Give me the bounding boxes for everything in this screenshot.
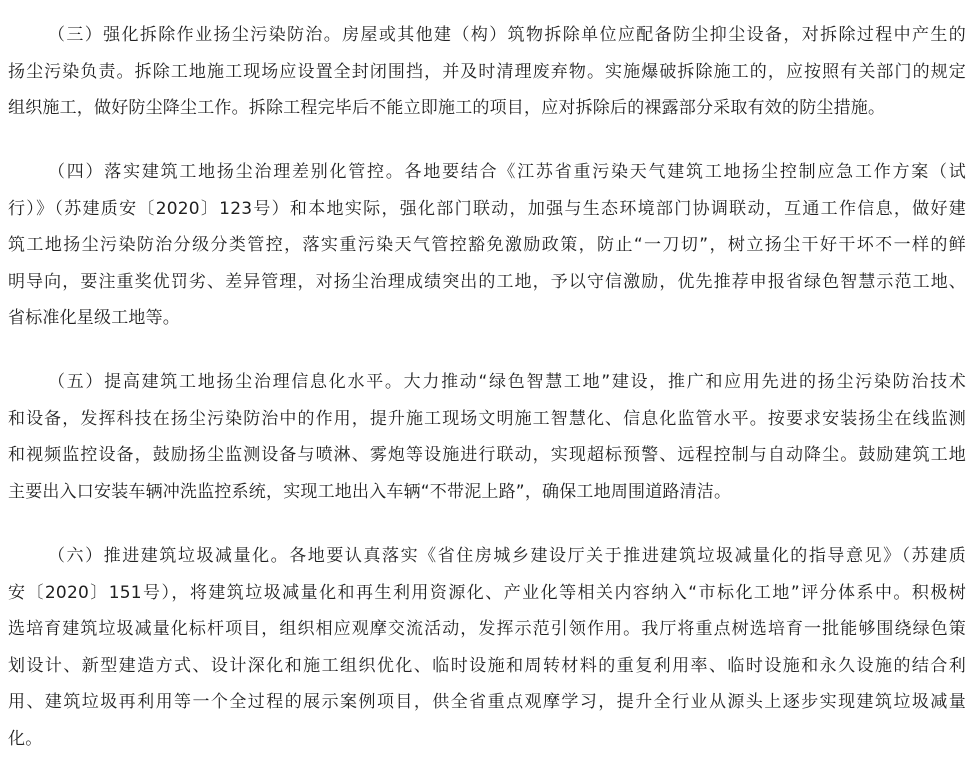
paragraph-line: 扬尘污染负责。拆除工地施工现场应设置全封闭围挡，并及时清理废弃物。实施爆破拆除施工的，应按照有关部门的规定 [8, 61, 966, 82]
paragraph-line: 和设备，发挥科技在扬尘污染防治中的作用，提升施工现场文明施工智慧化、信息化监管水平。按要求安装扬尘在线监测 [8, 408, 966, 429]
paragraph-line: 明导向，要注重奖优罚劣、差异管理，对扬尘治理成绩突出的工地，予以守信激励，优先推荐申报省绿色智慧示范工地、 [8, 271, 966, 292]
paragraph-informatization [8, 364, 966, 510]
paragraph-line: 主要出入口安装车辆冲洗监控系统，实现工地出入车辆“不带泥上路”，确保工地周围道路清洁。 [8, 481, 732, 502]
paragraph-line: 用、建筑垃圾再利用等一个全过程的展示案例项目，供全省重点观摩学习，提升全行业从源头上逐步实现建筑垃圾减量 [8, 692, 966, 712]
paragraph-differentiated-control [8, 154, 966, 337]
paragraph-line: 组织施工，做好防尘降尘工作。拆除工程完毕后不能立即施工的项目，应对拆除后的裸露部分采取有效的防尘措施。 [8, 98, 886, 118]
paragraph-line: 选培育建筑垃圾减量化标杆项目，组织相应观摩交流活动，发挥示范引领作用。我厅将重点树选培育一批能够围绕绿色策 [8, 619, 966, 639]
paragraph-line: （五）提高建筑工地扬尘治理信息化水平。大力推动“绿色智慧工地”建设，推广和应用先进的扬尘污染防治技术 [48, 372, 966, 392]
paragraph-line: 划设计、新型建造方式、设计深化和施工组织优化、临时设施和周转材料的重复利用率、临时设施和永久设施的结合利 [8, 655, 966, 676]
paragraph-line: 筑工地扬尘污染防治分级分类管控，落实重污染天气管控豁免激励政策，防止“一刀切”，树立扬尘干好干坏不一样的鲜 [8, 235, 966, 255]
paragraph-line: （四）落实建筑工地扬尘治理差别化管控。各地要结合《江苏省重污染天气建筑工地扬尘控制应急工作方案（试 [48, 162, 966, 182]
paragraph-line: 省标准化星级工地等。 [8, 308, 180, 328]
paragraph-line: 和视频监控设备，鼓励扬尘监测设备与喷淋、雾炮等设施进行联动，实现超标预警、远程控制与自动降尘。鼓励建筑工地 [8, 445, 966, 465]
paragraph-line: （六）推进建筑垃圾减量化。各地要认真落实《省住房城乡建设厅关于推进建筑垃圾减量化的指导意见》（苏建质 [48, 546, 966, 566]
paragraph-line: 安〔2020〕151号），将建筑垃圾减量化和再生利用资源化、产业化等相关内容纳入“市标化工地”评分体系中。积极树 [8, 582, 966, 603]
paragraph-line: 化。 [8, 728, 43, 749]
paragraph-demolition-dust [8, 17, 966, 127]
paragraph-line: （三）强化拆除作业扬尘污染防治。房屋或其他建（构）筑物拆除单位应配备防尘抑尘设备，对拆除过程中产生的 [48, 25, 966, 45]
paragraph-line: 行）》（苏建质安〔2020〕123号）和本地实际，强化部门联动，加强与生态环境部门协调联动，互通工作信息，做好建 [8, 198, 966, 219]
paragraph-waste-reduction [8, 538, 966, 757]
